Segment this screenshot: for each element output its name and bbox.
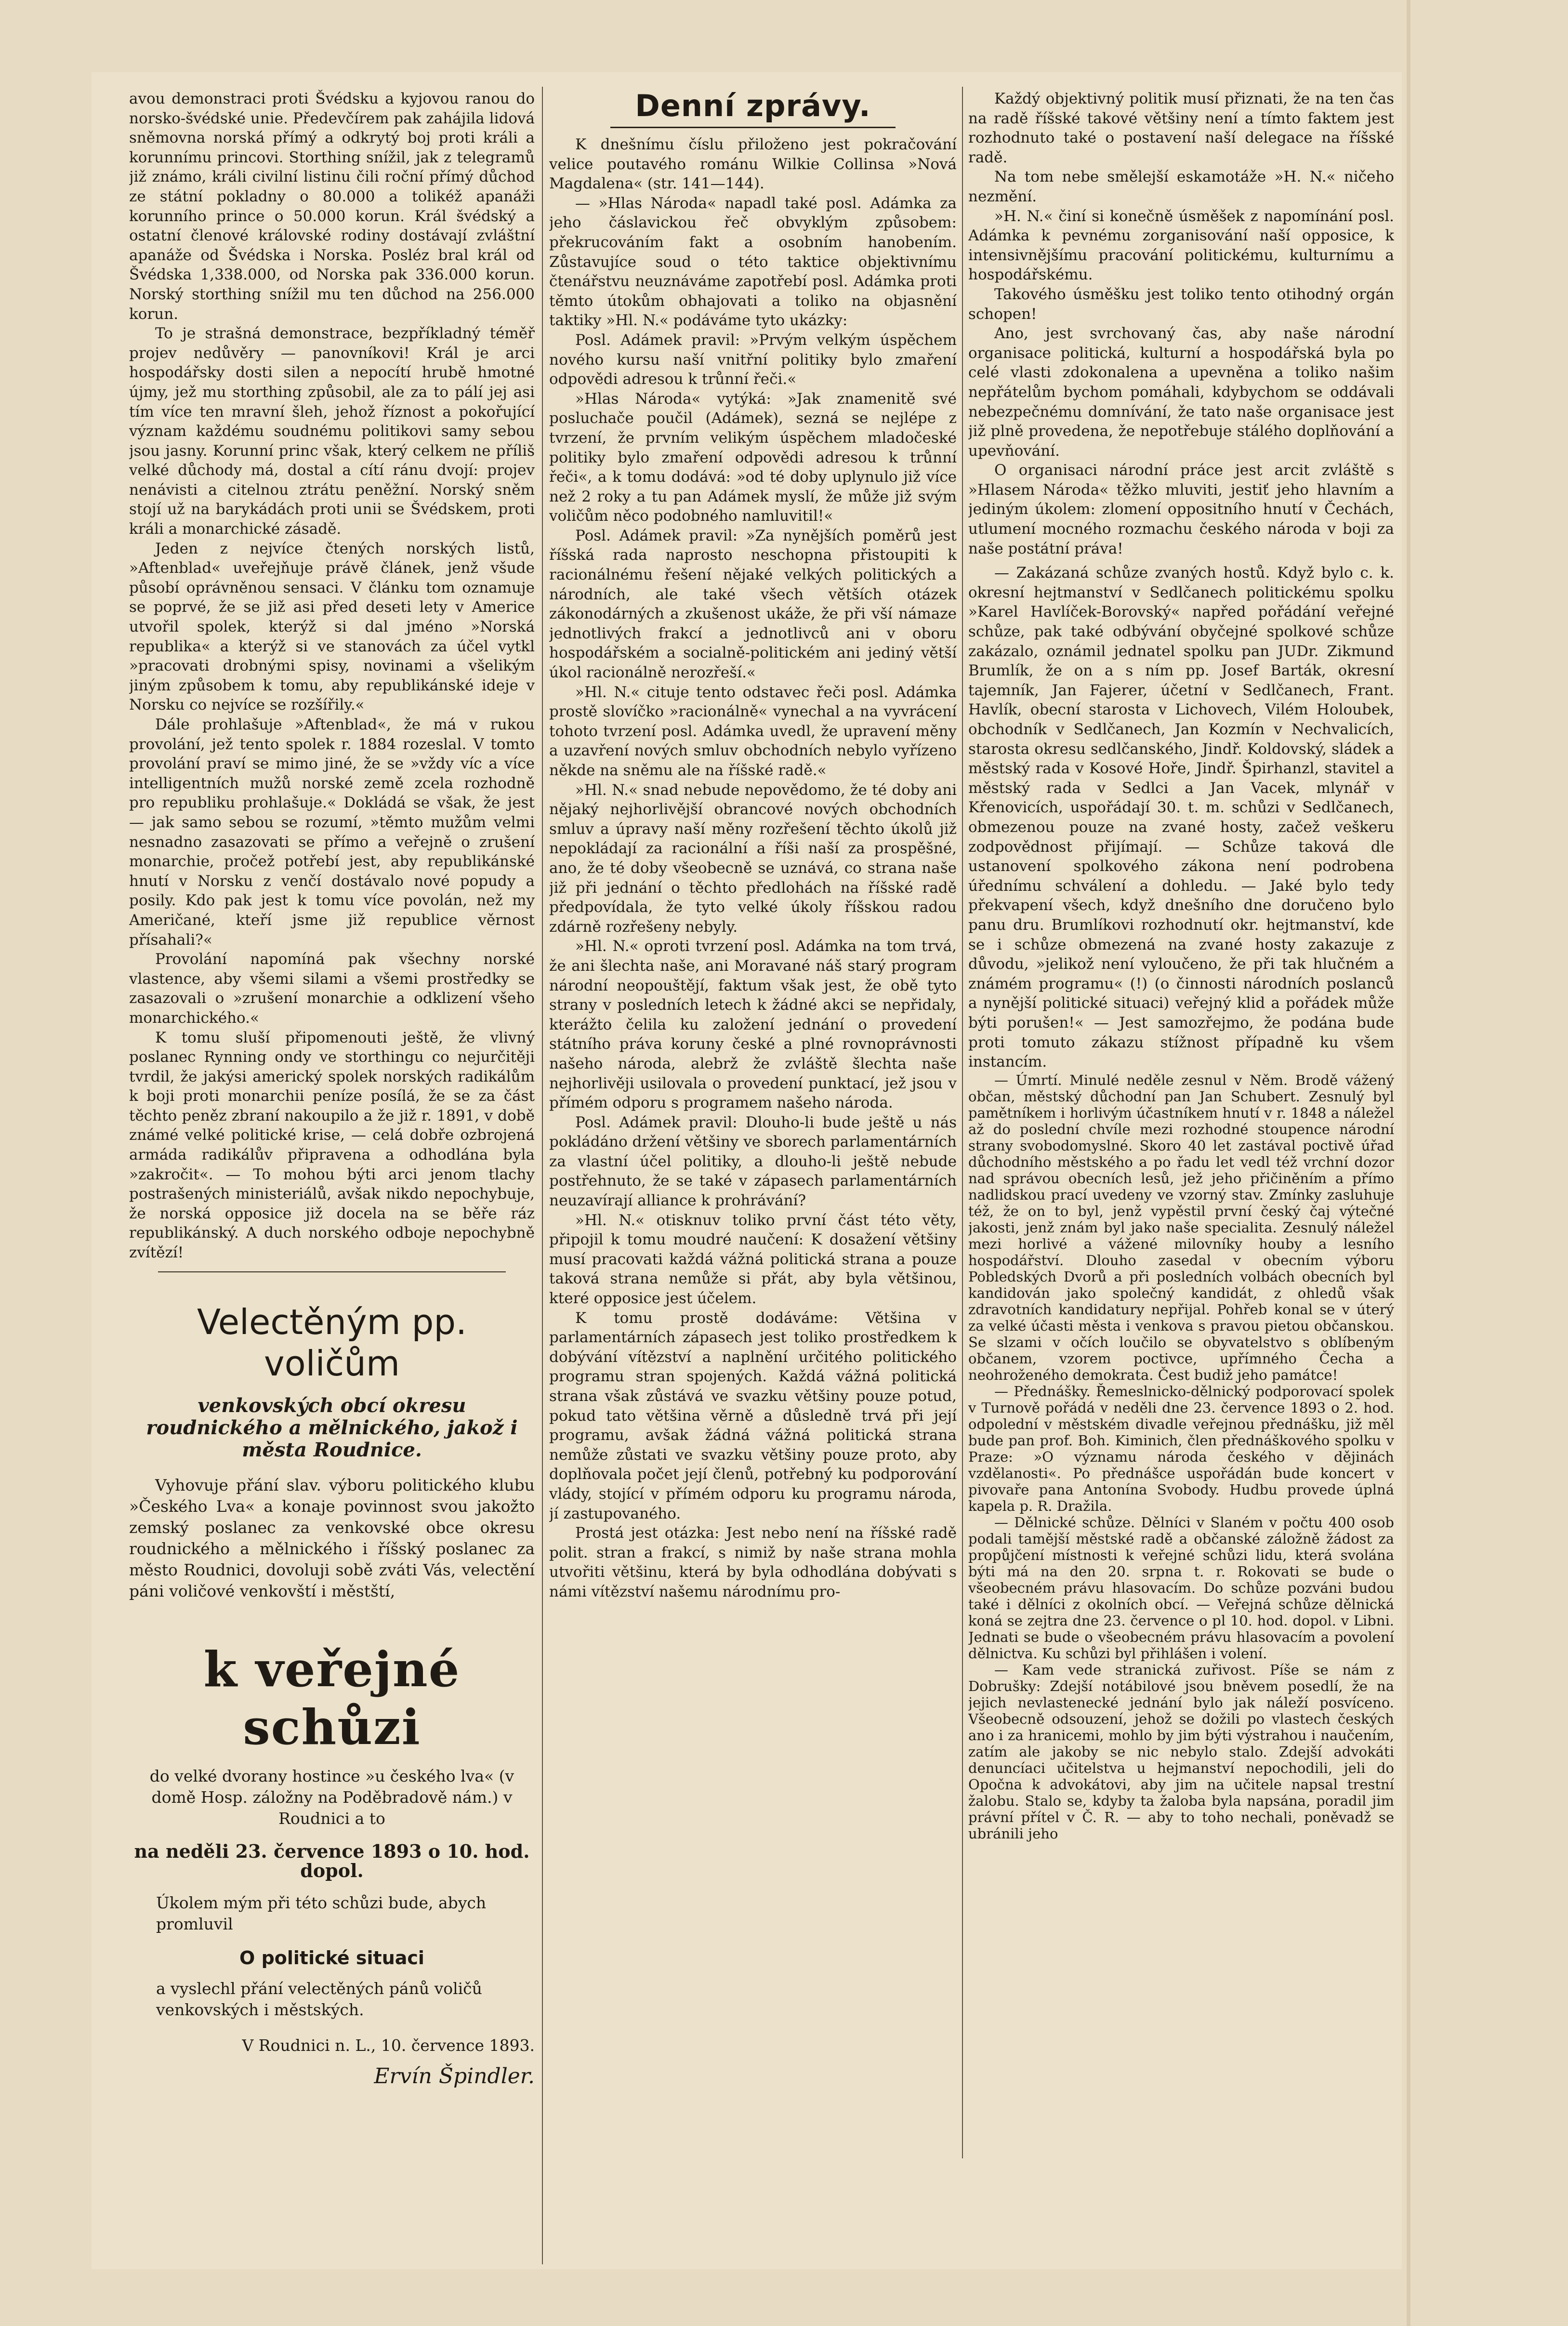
news-paragraph: — Přednášky. Řemeslnicko-dělnický podporovací spolek v Turnově pořádá v neděli dne 23. července 1893 o 2. hod. odpolední v městském divadle veřejnou přednášku, již měl bude pan prof. Boh. Kiminich, člen přednáškového spolku v Praze: »O významu národa českého v dějinách vzdělanosti«. Po přednášce uspořádán bude koncert v pivovaře pana Antonína Svobody. Hudbu provede úplná kapela p. R. Dražila. [968,1383,1394,1514]
news-paragraph: K tomu prostě dodáváme: Většina v parlamentárních zápasech jest toliko prostředkem k dobývání vítězství a naplnění určitého politického programu stran spojených. Každá vážná politická strana však zůstává ve svazku většiny pouze potud, pokud tato většina věrně a důsledně trvá při její programu, avšak žádná vážná politická strana nemůže zůstati ve svazku většiny pouze proto, aby doplňovala počet její členů, potřebný ku podporování vlády, stojící v přímém odporu ku programu národa, jí zastupovaného. [549,1309,957,1522]
election-notice [129,1301,535,2087]
column-right [968,89,1394,2161]
news-paragraph: K dnešnímu číslu přiloženo jest pokračování velice poutavého románu Wilkie Collinsa »Nová Magdalena« (str. 141—144). [549,136,957,193]
news-paragraph: »H. N.« činí si konečně úsměšek z napomínání posl. Adámka k pevnému zorganisování naší opposice, k intensivnějšímu pracování politickému, kulturnímu a hospodářskému. [968,207,1394,284]
column-rule-right [962,87,963,2158]
news-paragraph: Na tom nebe smělejší eskamotáže »H. N.« ničeho nezmění. [968,168,1394,205]
notice-topic: O politické situaci [239,1947,424,1969]
news-paragraph: Posl. Adámek pravil: Dlouho-li bude ještě u nás pokládáno držení většiny ve sborech parlamentárních za vlastní účel politiky, a dlouho-li ještě nebude postřehnuto, že se také v zápasech parlamentárních neuzavírají alliance k prohrávání? [549,1113,957,1210]
news-paragraph: »Hl. N.« snad nebude nepovědomo, že té doby ani nějaký nejhorlivější obrancové nových obchodních smluv a úpravy naší měny rozřešení těchto úkolů již nepokládají za racionální a říši naší za prospěšné, ano, že té doby všeobecně se uznává, co strana naše již při jednání o těchto předlohách na říšské radě předpovídala, že tyto velké úkoly říšskou radou zdárně rozřešeny nebyly. [549,781,957,936]
article-paragraph: Jeden z nejvíce čtených norských listů, »Aftenblad« uveřejňuje právě článek, jenž všude působí oprávněnou sensaci. V článku tom oznamuje se poprvé, že se již asi před deseti lety v Americe utvořil spolek, kterýž si dal jméno »Norská republika« a kterýž si ve stanovách za účel vytkl »pracovati drobnými spisy, novinami a všelikým jiným způsobem k tomu, aby republikánské ideje v Norsku co nejvíce se rozšířily.« [129,540,535,714]
notice-venue: do velké dvorany hostince »u českého lva« (v domě Hosp. záložny na Poděbradově nám.) v Roudnici a to [149,1766,514,1828]
news-paragraph: — Úmrtí. Minulé neděle zesnul v Něm. Brodě vážený občan, městský důchodní pan Jan Schubert. Zesnulý byl pamětníkem i horlivým účastníkem hnutí v r. 1848 a náležel až do poslední chvíle mezi rozhodné stoupence národní strany svobodomyslné. Skoro 40 let zastával poctivě úřad důchodního městského a po řadu let vedl též vrchní dozor nad správou obecních lesů, jež jeho přičiněním a přímo nadlidskou prací uvedeny ve vzorný stav. Zmínky zasluhuje též, že on to byl, jenž vypěstil první český čaj výtečné jakosti, jenž znám byl jako naše specialita. Zesnulý náležel mezi horlivé a vážené milovníky houby a lesního hospodářství. Dlouho zasedal v obecním výboru Pobledských Dvorů a při posledních volbách obecních byl kandidován jako společný kandidát, z ohledů však zdravotních kandidatury nepřijal. Pohřeb konal se v úterý za velké účasti města i venkova s pravou pietou občanskou. Se slzami v očích loučilo se obyvatelstvo s oblíbeným občanem, vzorem poctivce, upřímného Čecha a neohroženého demokrata. Čest budiž jeho památce! [968,1071,1394,1383]
notice-signature: Ervín Špindler. [374,2064,535,2089]
article-paragraph: Provolání napomíná pak všechny norské vlastence, aby všemi silami a všemi prostředky se zasazovali o »zrušení monarchie a odklizení všeho monarchického.« [129,951,535,1027]
news-paragraph: »Hl. N.« cituje tento odstavec řeči posl. Adámka prostě slovíčko »racionálně« vynechal a na vyvrácení tohoto tvrzení posl. Adámka uvedl, že upravení měny a uzavření nových smluv obchodních nebylo vyřízeno někde na sněmu ale na říšské radě.« [549,683,957,779]
column-left [129,89,535,2267]
news-paragraph: »Hl. N.« oproti tvrzení posl. Adámka na tom trvá, že ani šlechta naše, ani Moravané náš starý program národní neopouštějí, faktum však jest, že obě tyto strany v posledních letech k žádné akci se nepřidaly, kterážto čelila ku založení jednání o provedení státního práva koruny české a plné rovnoprávnosti našeho národa, alebrž že zvláště šlechta naše nejhorlivěji usilovala o provedení punktací, jež jsou v přímém odporu s programem našeho národa. [549,938,957,1112]
news-paragraph: Takového úsměšku jest toliko tento otihodný orgán schopen! [968,285,1394,323]
news-paragraph: O organisaci národní práce jest arcit zvláště s »Hlasem Národa« těžko mluviti, jestiť jeho hlavním a jediným úkolem: zlomení oppositního hnutí v Čechách, utlumení mocného rozmachu českého národa v boji za naše postátní práva! [968,462,1394,557]
notice-place-date: V Roudnici n. L., 10. července 1893. [242,2036,535,2055]
news-paragraph: — Zakázaná schůze zvaných hostů. Když bylo c. k. okresní hejtmanství v Sedlčanech politickému spolku »Karel Havlíček-Borovský« napřed pořádání veřejné schůze, pak také odbývání obyčejné spolkové schůze zakázalo, oznámil jednatel spolku pan JUDr. Zikmund Brumlík, že on a s ním pp. Josef Barták, okresní tajemník, Jan Fajerer, účetní v Sedlčanech, Frant. Havlík, obecní starosta v Lichovech, Vilém Holoubek, obchodník v Sedlčanech, Jan Kozmín v Nechvalicích, starosta okresu sedlčanského, Jindř. Koldovský, sládek a městský rada v Kosové Hoře, Jindř. Špirhanzl, stavitel a městský rada v Sedlci a Jan Vacek, mlynář v Křenovicích, uspořádají 30. t. m. schůzi v Sedlčanech, obmezenou pouze na zvané hosty, začež veškeru zodpovědnost přijímají. — Schůze taková dle ustanovení spolkového zákona není podrobena úřednímu schválení a dohledu. — Jaké bylo tedy překvapení všech, když dnešního dne doručeno bylo panu dru. Brumlíkovi rozhodnutí okr. hejtmanství, kde se i schůze obmezená na zvané hosty zakazuje z důvodu, »jelikož není vyloučeno, že při tak hlučném a známém programu« (!) (o činnosti národních poslanců a nynější politické situaci) veřejný klid a pořádek může býti porušen!« — Jest samozřejmo, že podána bude proti tomuto zákazu stížnost případně ku všem instancím. [968,564,1394,1071]
news-paragraph: Posl. Adámek pravil: »Za nynějších poměrů jest říšská rada naprosto neschopna přistoupiti k racionálnému řešení nějaké velkých politických a národních, ale také všech větších otázek zákonodárných a zkušenost ukáže, že při vší námaze jednotlivých frakcí a jednotlivců ani v oboru hospodářském a socialně-politickém ani jediný větší úkol racionálně nerozřeší.« [549,527,957,682]
article-paragraph: Dále prohlašuje »Aftenblad«, že má v rukou provolání, jež tento spolek r. 1884 rozeslal. V tomto provolání praví se mimo jiné, že se »vždy víc a více intelligentních mužů norské země zcela rozhodně pro republiku prohlašuje.« Dokládá se však, že jest — jak samo sebou se rozumí, »těmto mužům velmi nesnadno zasazovati se přímo a veřejně o zrušení monarchie, pročež potřebí jest, aby republikánské hnutí v Norsku z venčí dostávalo nové popudy a posily. Kdo pak jest k tomu více povolán, než my Američané, kteří jsme již republice věrnost přísahali?« [129,716,535,949]
page-fold-edge [1407,0,1410,2326]
notice-date: na neděli 23. července 1893 o 10. hod. dopol. [134,1840,530,1882]
news-paragraph: Prostá jest otázka: Jest nebo není na říšské radě polit. stran a frakcí, s nimiž by naše strana mohla utvořiti většinu, která by byla odhodlána dobývati s námi vítězství našemu národnímu pro- [549,1524,957,1600]
column-middle [549,89,957,2267]
news-paragraph: — Dělnické schůze. Dělníci v Slaném v počtu 400 osob podali tamější městské radě a občanské záložně žádost za propůjčení místnosti k veřejné schůzi lidu, která svolána býti má na den 20. srpna t. r. Rokovati se bude o všeobecném právu hlasovacím. Do schůze pozváni budou také i dělníci z okolních obcí. — Veřejná schůze dělnická koná se zejtra dne 23. července o pl 10. hod. dopol. v Libni. Jednati se bude o všeobecném právu hlasovacím a povolení dělnictva. Ku schůzi byl přihlášen i volení. [968,1514,1394,1662]
news-paragraph: Posl. Adámek pravil: »Prvým velkým úspěchem nového kursu naší vnitřní politiky bylo zmaření odpovědi adresou k trůnní řeči.« [549,331,957,388]
notice-title: Velectěným pp. voličům [197,1301,467,1384]
article-paragraph: avou demonstraci proti Švédsku a kyjovou ranou do norsko-švédské unie. Předevčírem pak zahájila lidová sněmovna norská přímý a odkrytý boj proti králi a korunnímu princovi. Storthing snížil, jak z telegramů již známo, králi civilní listinu čili roční přímý důchod ze státní pokladny o 80.000 a tolikéž apanáži korunního prince o 50.000 korun. Král švédský a ostatní členové královské rodiny dostávají zvláštní apanáže od Švédska i Norska. Posléz bral král od Švédska 1,338.000, od Norska pak 336.000 korun. Norský storthing snížil mu ten důchod na 256.000 korun. [129,90,535,323]
news-paragraph: »Hl. N.« otisknuv toliko první část této věty, připojil k tomu moudré naučení: K dosažení většiny musí pracovati každá vážná politická strana a pouze taková strana nemůže si přát, aby byla většinou, které opposice jest účelem. [549,1211,957,1308]
heading-underline [610,127,896,128]
section-heading: Denní zprávy. [635,89,871,123]
news-paragraph: — »Hlas Národa« napadl také posl. Adámka za jeho čáslavickou řeč obvyklým způsobem: překrucováním fakt a osobním hanobením. Zůstavujíce soud o této taktice objektivnímu čtenářstvu neuznáváme zapotřebí posl. Adámka proti těmto útokům obhajovati a toliko na objasnění taktiky »Hl. N.« podáváme tyto ukázky: [549,194,957,330]
section-divider [158,1271,506,1272]
news-paragraph: — Kam vede stranická zuřivost. Píše se nám z Dobrušky: Zdejší notábilové jsou bněvem posedlí, že na jejich nevlastenecké jednání bylo jak náleží posvíceno. Všeobecně odsouzení, jehož se dožili po vlastech českých ano i za hranicemi, mohlo by jim býti výstrahou i naučením, zatím ale jakoby se nic nebylo stalo. Zdejší advokáti denuncíaci učitelstva u hejmanství nepochodili, jeli do Opočna k advokátovi, aby jim na učitele napsal trestní žalobu. Stalo se, kdyby ta žaloba byla napsána, poradil jim právní přítel v Č. R. — aby to toho nechali, poněvadž se ubránili jeho [968,1661,1394,1842]
column-rule-left [542,87,543,2264]
article-paragraph: K tomu sluší připomenouti ještě, že vlivný poslanec Rynning ondy ve storthingu co nejurčitěji tvrdil, že jakýsi americký spolek norských radikálům k boji proti monarchii peníze posílá, že se za část těchto peněz zbraní nakoupilo a že již r. 1891, v době známé velké politické krise, — celá dobře ozbrojená armáda radikálův připravena a odhodlána byla »zakročit«. — To mohou býti arci jenom tlachy postrašených ministeriálů, avšak nikdo nepochybuje, že norská opposice již docela na se běře ráz republikánský. A duch norského odboje nepochybně zvítězí! [129,1029,535,1262]
notice-headline: k veřejné schůzi [203,1640,461,1756]
article-paragraph: To je strašná demonstrace, bezpříkladný téměř projev nedůvěry — panovníkovi! Král je arci hospodářsky dosti silen a nepocítí hrubě hmotné újmy, jež mu storthing způsobil, ale za to pálí jej asi tím více ten mravní šleh, jehož říznost a pokořující význam každému soudnému politikovi samy sebou jsou jasny. Korunní princ však, který celkem ne příliš velké důchody má, dostal a cítí ránu dvojí: projev nenávisti a citelnou ztrátu peněžní. Norský sněm stojí už na barykádách proti unii se Švédskem, proti králi a monarchické zásadě. [129,325,535,538]
notice-purpose: Úkolem mým při této schůzi bude, abych promluvil [156,1893,487,1933]
notice-closing: a vyslechl přání velectěných pánů voličů venkovských i městských. [156,1979,482,2020]
notice-subtitle: venkovských obcí okresu roudnického a mělnického, jakož i města Roudnice. [146,1394,518,1461]
news-paragraph: Každý objektivný politik musí přiznati, že na ten čas na radě říšské takové většiny není a tímto faktem jest rozhodnuto také o postavení naší delegace na říšské radě. [968,90,1394,166]
notice-intro: Vyhovuje přání slav. výboru politického klubu »Českého Lva« a konaje povinnost svou jakožto zemský poslanec za venkovské obce okresu roudnického a mělnického i říšský poslanec za město Roudnici, dovoluji sobě zváti Vás, velectění páni voličové venkovští i městští, [129,1475,535,1600]
news-paragraph: »Hlas Národa« vytýká: »Jak znamenitě své posluchače poučil (Adámek), sezná se nejlépe z tvrzení, že prvním velikým úspěchem mladočeské politiky bylo zmaření odpovědi adresou k trůnní řeči«, a k tomu dodává: »od té doby uplynulo již více než 2 roky a tu pan Adámek myslí, že může již svým voličům něco podobného namluvitil!« [549,390,957,525]
news-paragraph: Ano, jest svrchovaný čas, aby naše národní organisace politická, kulturní a hospodářská byla po celé vlasti zdokonalena a upevněna a toliko našim nepřátelům bychom pomáhali, kdybychom se oddávali nebezpečnému domnívání, že tato naše organisace jest již plně provedena, že nepotřebuje stálého doplňování a upevňování. [968,325,1394,460]
